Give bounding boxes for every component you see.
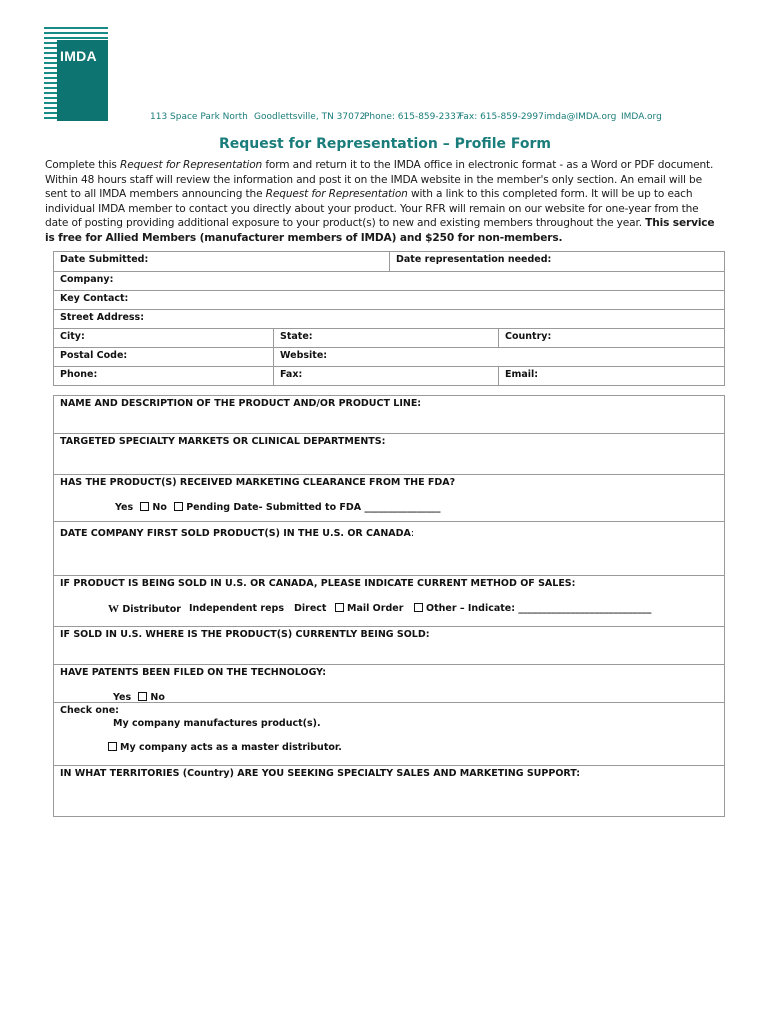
- fax-label: Fax:: [280, 369, 303, 380]
- header-fax: Fax: 615-859-2997: [459, 112, 544, 122]
- street-address-field[interactable]: [53, 309, 725, 329]
- fda-yes-label: Yes: [115, 502, 134, 513]
- date-submitted-label: Date Submitted:: [60, 254, 149, 265]
- check-one-label: Check one:: [60, 705, 119, 716]
- header-address: 113 Space Park North: [150, 112, 248, 122]
- page-title: Request for Representation – Profile Form: [218, 136, 552, 152]
- company-label: Company:: [60, 274, 114, 285]
- header-phone: Phone: 615-859-2337: [364, 112, 462, 122]
- street-address-label: Street Address:: [60, 312, 144, 323]
- country-label: Country:: [505, 331, 552, 342]
- intro-paragraph: Complete this Request for Representation form and return it to the IMDA office in electronic format - as a Word or PDF document. Within 48 hours staff will review the information and post it on the IMDA website in the member's only section. An email will be sent to all IMDA members announcing the Request for Representation with a link to this completed form. It will be up to each individual IMDA member to contact you directly about your product. Your RFR will remain on our website for one-year from the date of posting providing additional exposure to your product(s) to new and existing members throughout the year. This service is free for Allied Members (manufacturer members of IMDA) and $250 for non-members.: [45, 159, 715, 244]
- mail-order-label: Mail Order: [347, 603, 404, 614]
- patents-no-label: No: [150, 692, 165, 703]
- fda-pending-label: Pending Date- Submitted to FDA ________________: [186, 502, 441, 513]
- email-label: Email:: [505, 369, 539, 380]
- manufacturer-label: My company manufactures product(s).: [113, 718, 321, 729]
- city-field[interactable]: [53, 328, 274, 348]
- postal-code-label: Postal Code:: [60, 350, 128, 361]
- where-sold-label: IF SOLD IN U.S. WHERE IS THE PRODUCT(S) CURRENTLY BEING SOLD:: [60, 629, 430, 640]
- header-website: IMDA.org: [621, 112, 662, 122]
- sales-method-label: IF PRODUCT IS BEING SOLD IN U.S. OR CANADA, PLEASE INDICATE CURRENT METHOD OF SALES:: [60, 578, 576, 589]
- fda-clearance-label: HAS THE PRODUCT(S) RECEIVED MARKETING CLEARANCE FROM THE FDA?: [60, 477, 456, 488]
- logo-text: IMDA: [60, 48, 97, 64]
- territories-label: IN WHAT TERRITORIES (Country) ARE YOU SEEKING SPECIALTY SALES AND MARKETING SUPPORT:: [60, 768, 581, 779]
- fax-field[interactable]: [273, 366, 499, 386]
- first-sold-label: DATE COMPANY FIRST SOLD PRODUCT(S) IN THE U.S. OR CANADA:: [60, 528, 415, 539]
- fda-options: [115, 502, 440, 513]
- patents-label: HAVE PATENTS BEEN FILED ON THE TECHNOLOGY:: [60, 667, 327, 678]
- imda-logo: [44, 27, 108, 121]
- fda-no-label: No: [152, 502, 167, 513]
- product-description-label: NAME AND DESCRIPTION OF THE PRODUCT AND/OR PRODUCT LINE:: [60, 398, 422, 409]
- distributor-checkbox[interactable]: W: [108, 603, 119, 615]
- fda-pending-checkbox[interactable]: [174, 502, 183, 511]
- distributor-label: Distributor: [122, 604, 181, 615]
- date-needed-label: Date representation needed:: [396, 254, 552, 265]
- specialty-markets-label: TARGETED SPECIALTY MARKETS OR CLINICAL DEPARTMENTS:: [60, 436, 386, 447]
- company-type-section: [53, 702, 725, 766]
- sales-method-options: [108, 603, 181, 615]
- other-checkbox[interactable]: [414, 603, 423, 612]
- mail-order-checkbox[interactable]: [335, 603, 344, 612]
- key-contact-label: Key Contact:: [60, 293, 129, 304]
- direct-label: Direct: [294, 603, 327, 614]
- website-field[interactable]: [273, 347, 725, 367]
- master-distributor-label: My company acts as a master distributor.: [120, 742, 342, 753]
- reps-label: Independent reps: [189, 603, 284, 614]
- state-label: State:: [280, 331, 313, 342]
- city-label: City:: [60, 331, 85, 342]
- header-email: imda@IMDA.org: [544, 112, 617, 122]
- phone-label: Phone:: [60, 369, 98, 380]
- header-city: Goodlettsville, TN 37072: [254, 112, 366, 122]
- key-contact-field[interactable]: [53, 290, 725, 310]
- other-option: [410, 603, 651, 614]
- fda-no-checkbox[interactable]: [140, 502, 149, 511]
- other-label: Other – Indicate: ____________________________: [426, 603, 652, 614]
- mail-order-option: [331, 603, 403, 614]
- patents-no-checkbox[interactable]: [138, 692, 147, 701]
- patents-yes-label: Yes: [113, 692, 132, 703]
- company-field[interactable]: [53, 271, 725, 291]
- master-distributor-checkbox[interactable]: [108, 742, 117, 751]
- website-label: Website:: [280, 350, 328, 361]
- distributor-option: [104, 742, 342, 753]
